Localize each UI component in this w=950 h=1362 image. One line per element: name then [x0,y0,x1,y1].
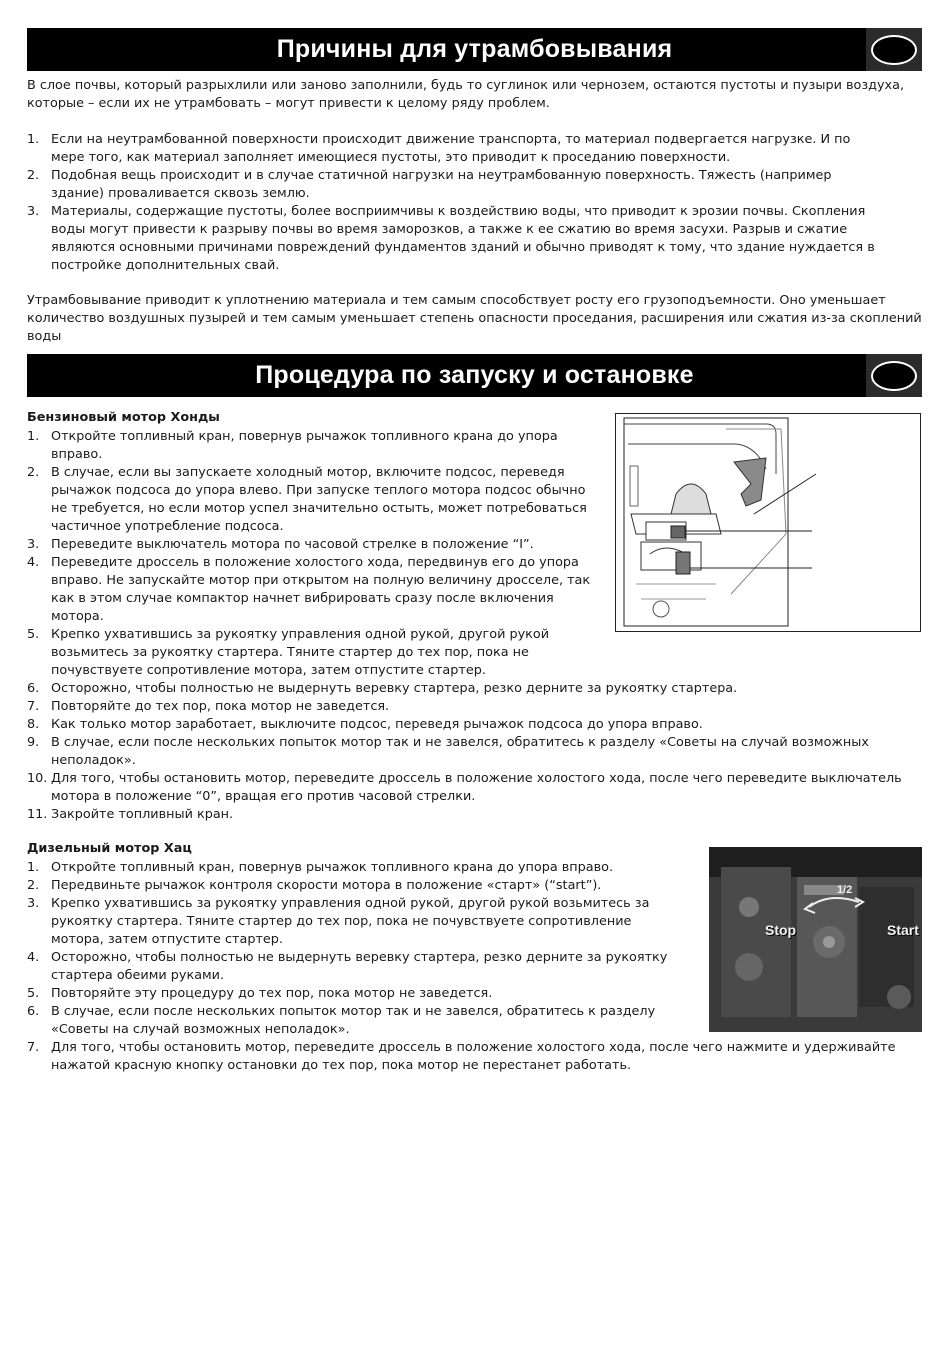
item-number: 10. [27,771,48,786]
engine-photo-icon [709,847,922,1032]
item-number: 11. [27,807,48,822]
item-text: Осторожно, чтобы полностью не выдернуть веревку стартера, резко дерните за рукоятку стартера. [51,681,738,696]
list-item [27,554,601,626]
photo-label-half: 1/2 [837,884,853,896]
list-item [27,536,601,554]
hatz-heading: Дизельный мотор Хац [27,841,192,856]
intro-paragraph: В слое почвы, который разрыхлили или заново заполнили, будь то суглинок или чернозем, остаются пустоты и пузыри воздуха, которые – если их не утрамбовать – могут привести к целому ряду проблем. [27,78,905,111]
item-number: 5. [27,627,40,642]
list-item [27,949,671,985]
list-item [27,877,701,895]
list-item [27,131,887,167]
photo-label-stop: Stop [765,922,797,938]
list-item [27,428,601,464]
item-text: Подобная вещь происходит и в случае статичной нагрузки на неутрамбованную поверхность. Тяжесть (например здание) проваливается сквозь землю. [51,168,832,201]
item-number: 2. [27,878,40,893]
item-text: В случае, если после нескольких попыток мотор так и не завелся, обратитесь к разделу «Советы на случай возможных неполадок». [51,1004,656,1037]
item-number: 4. [27,555,40,570]
language-badge [866,28,922,71]
item-text: Крепко ухватившись за рукоятку управления одной рукой, другой рукой возьмитесь за рукоятку стартера. Тяните стартер до тех пор, пока не почувствуете сопротивление мотора, затем отпустите стартер. [51,627,550,678]
item-text: Если на неутрамбованной поверхности происходит движение транспорта, то материал подвергается нагрузке. И по мере того, как материал заполняет имеющиеся пустоты, это приводит к проседанию поверхности. [51,132,851,165]
engine-drawing-icon [616,414,919,630]
item-number: 3. [27,204,40,219]
item-number: 4. [27,950,40,965]
item-text: Для того, чтобы остановить мотор, переведите дроссель в положение холостого хода, после чего переведите выключатель мотора в положение “0”, вращая его против часовой стрелки. [51,771,902,804]
list-item [27,167,887,203]
photo-label-start: Start [887,922,919,938]
item-text: Для того, чтобы остановить мотор, переведите дроссель в положение холостого хода, после чего нажмите и удерживайте нажатой красную кнопку остановки до тех пор, пока мотор не перестанет работать. [51,1040,896,1073]
item-text: Откройте топливный кран, повернув рычажок топливного крана до упора вправо. [51,860,614,875]
honda-heading: Бензиновый мотор Хонды [27,410,220,425]
item-number: 2. [27,168,40,183]
item-text: Материалы, содержащие пустоты, более восприимчивы к воздействию воды, что приводит к эрозии почвы. Скопления воды могут привести к разрыву почвы во время заморозков, а также к ее сжатию во время засухи. Разрыв и сжатие являются основными причинами повреждений фундаментов зданий и обычно приводят к тому, что здание нуждается в постройке дополнительных свай. [51,204,875,273]
item-text: Крепко ухватившись за рукоятку управления одной рукой, другой рукой возьмитесь за рукоятку стартера. Тяните стартер до тех пор, пока не почувствуете сопротивление мотора, затем отпустите стартер. [51,896,650,947]
item-number: 1. [27,860,40,875]
item-number: 7. [27,699,40,714]
item-text: Закройте топливный кран. [51,807,234,822]
item-text: В случае, если вы запускаете холодный мотор, включите подсос, переведя рычажок подсоса до упора влево. При запуске теплого мотора подсос обычно не требуется, но если мотор успел значительно остыть, может потребоваться частичное употребление подсоса. [51,465,587,534]
item-text: Откройте топливный кран, повернув рычажок топливного крана до упора вправо. [51,429,558,462]
item-text: Переведите выключатель мотора по часовой стрелке в положение “I”. [51,537,534,552]
honda-engine-illustration [615,413,921,632]
item-text: Повторяйте до тех пор, пока мотор не заведется. [51,699,390,714]
list-item [27,1003,701,1039]
section-title: Причины для утрамбовывания [276,35,673,63]
list-item [27,770,922,806]
item-text: Переведите дроссель в положение холостого хода, передвинув его до упора вправо. Не запускайте мотор при открытом на полную величину дросселе, так как в этом случае компактор начнет вибрировать сразу после включения мотора. [51,555,591,624]
list-item [27,895,671,949]
item-number: 9. [27,735,40,750]
section-banner-start-stop [27,354,922,397]
hatz-engine-photo [709,847,922,1032]
item-number: 3. [27,896,40,911]
item-number: 1. [27,429,40,444]
list-item [27,1039,922,1075]
list-item [27,698,922,716]
item-number: 1. [27,132,40,147]
list-item [27,806,922,824]
item-number: 6. [27,1004,40,1019]
list-item [27,859,701,877]
list-item [27,203,887,275]
item-text: Как только мотор заработает, выключите подсос, переведя рычажок подсоса до упора вправо. [51,717,703,732]
language-oval-icon [871,361,917,391]
item-text: Передвиньте рычажок контроля скорости мотора в положение «старт» (“start”). [51,878,602,893]
item-number: 3. [27,537,40,552]
item-text: Повторяйте эту процедуру до тех пор, пока мотор не заведется. [51,986,493,1001]
section-banner-compaction [27,28,922,71]
list-item [27,626,601,680]
list-item [27,680,922,698]
language-badge [866,354,922,397]
compaction-reasons-list [27,131,887,275]
item-text: В случае, если после нескольких попыток мотор так и не завелся, обратитесь к разделу «Советы на случай возможных неполадок». [51,735,869,768]
list-item [27,985,701,1003]
item-number: 5. [27,986,40,1001]
language-oval-icon [871,35,917,65]
item-number: 6. [27,681,40,696]
item-number: 7. [27,1040,40,1055]
list-item [27,734,922,770]
list-item [27,464,601,536]
item-number: 8. [27,717,40,732]
list-item [27,716,922,734]
item-text: Осторожно, чтобы полностью не выдернуть веревку стартера, резко дерните за рукоятку стартера обеими руками. [51,950,668,983]
section-title: Процедура по запуску и остановке [255,361,694,389]
conclusion-paragraph: Утрамбовывание приводит к уплотнению материала и тем самым способствует росту его грузоподъемности. Оно уменьшает количество воздушных пузырей и тем самым уменьшает степень опасности проседания, расширения или сжатия из-за скоплений воды [27,293,922,344]
item-number: 2. [27,465,40,480]
